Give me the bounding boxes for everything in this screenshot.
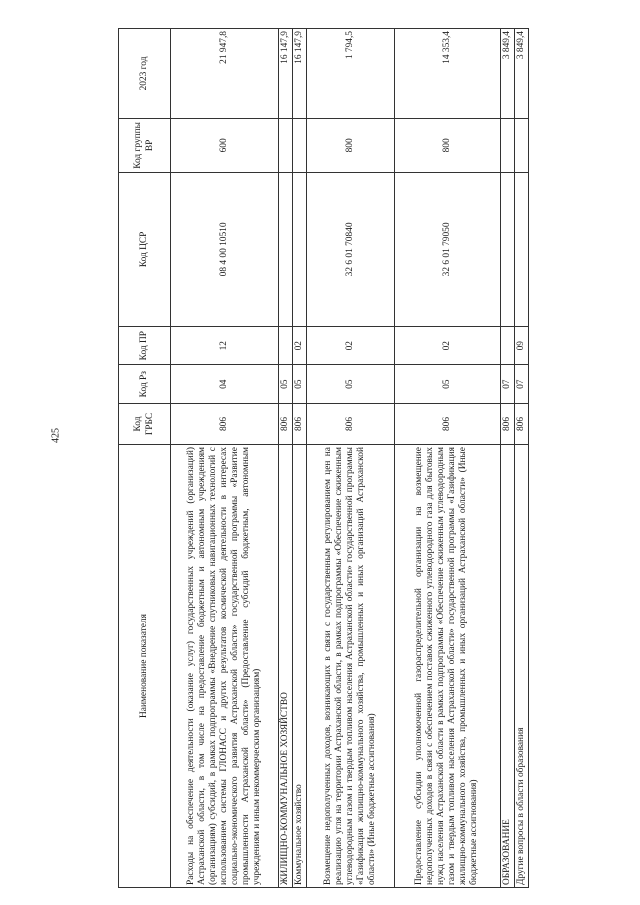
row-pr xyxy=(500,326,514,365)
table-row xyxy=(307,29,395,888)
row-value: 3 849,4 xyxy=(514,29,528,119)
row-pr: 09 xyxy=(514,326,528,365)
row-grbs: 806 xyxy=(394,403,500,444)
row-rz: 07 xyxy=(500,365,514,404)
row-csr xyxy=(514,172,528,326)
row-pr xyxy=(278,326,292,365)
row-grbs: 806 xyxy=(171,403,279,444)
header-name: Наименование показателя xyxy=(119,445,171,888)
row-rz: 05 xyxy=(307,365,395,404)
row-rz: 04 xyxy=(171,365,279,404)
budget-table xyxy=(118,28,529,888)
row-name: Предоставление субсидии уполномоченной газораспределительной организации на возмещение недополученных доходов в связи с обеспечением поставок сжиженного углеводородного газа для бытовых нужд населения Астраханской области в рамках подпрограммы «Обеспечение сжиженным углеводородным газом и твердым топливом населения Астраханской области» государственной программы «Газификация жилищно-коммунального хозяйства, промышленных и иных организаций Астраханской области» (Иные бюджетные ассигнования) xyxy=(394,445,500,888)
header-rz: Код Рз xyxy=(119,365,171,404)
header-grbs: Код ГРБС xyxy=(119,403,171,444)
row-vr: 600 xyxy=(171,118,279,172)
row-csr xyxy=(292,172,306,326)
table-row xyxy=(500,29,514,888)
row-name: Расходы на обеспечение деятельности (оказание услуг) государственных учреждений (организаций) Астраханской области, в том числе на предоставление бюджетным и автономным учреждениям (организациям) субсидий, в рамках подпрограммы «Внедрение спутниковых навигационных технологий с использованием системы ГЛОНАСС и других результатов космической деятельности в интересах социально-экономического развития Астраханской области» государственной программы «Развитие промышленности Астраханской области» (Предоставление субсидий бюджетным, автономным учреждениям и иным некоммерческим организациям) xyxy=(171,445,279,888)
table-row xyxy=(394,29,500,888)
row-vr xyxy=(500,118,514,172)
row-grbs: 806 xyxy=(307,403,395,444)
row-name: Коммунальное хозяйство xyxy=(292,445,306,888)
table-row xyxy=(171,29,279,888)
row-grbs: 806 xyxy=(500,403,514,444)
table-row xyxy=(292,29,306,888)
table-row xyxy=(278,29,292,888)
row-vr: 800 xyxy=(307,118,395,172)
table-header-row xyxy=(119,29,171,888)
row-pr: 02 xyxy=(394,326,500,365)
row-rz: 05 xyxy=(292,365,306,404)
header-csr: Код ЦСР xyxy=(119,172,171,326)
row-rz: 05 xyxy=(278,365,292,404)
row-csr xyxy=(500,172,514,326)
row-value: 14 353,4 xyxy=(394,29,500,119)
row-name: ЖИЛИЩНО-КОММУНАЛЬНОЕ ХОЗЯЙСТВО xyxy=(278,445,292,888)
row-vr xyxy=(278,118,292,172)
header-year: 2023 год xyxy=(119,29,171,119)
row-grbs: 806 xyxy=(292,403,306,444)
row-vr xyxy=(514,118,528,172)
row-csr xyxy=(278,172,292,326)
row-grbs: 806 xyxy=(278,403,292,444)
row-name: Другие вопросы в области образования xyxy=(514,445,528,888)
header-pr: Код ПР xyxy=(119,326,171,365)
row-csr: 08 4 00 10510 xyxy=(171,172,279,326)
row-value: 1 794,5 xyxy=(307,29,395,119)
row-grbs: 806 xyxy=(514,403,528,444)
row-csr: 32 6 01 70840 xyxy=(307,172,395,326)
row-pr: 02 xyxy=(292,326,306,365)
row-rz: 07 xyxy=(514,365,528,404)
row-value: 21 947,8 xyxy=(171,29,279,119)
table-row xyxy=(514,29,528,888)
page-number: 425 xyxy=(50,428,62,443)
header-vr: Код группы ВР xyxy=(119,118,171,172)
row-value: 3 849,4 xyxy=(500,29,514,119)
row-rz: 05 xyxy=(394,365,500,404)
row-name: Возмещение недополученных доходов, возникающих в связи с государственным регулированием цен на реализацию угля на территории Астраханской области, в рамках подпрограммы «Обеспечение сжиженным углеводородным газом и твердым топливом населения Астраханской области» государственной программы «Газификация жилищно-коммунального хозяйства, промышленных и иных организаций Астраханской области» (Иные бюджетные ассигнования) xyxy=(307,445,395,888)
row-vr: 800 xyxy=(394,118,500,172)
row-value: 16 147,9 xyxy=(292,29,306,119)
rotated-table-wrapper xyxy=(118,28,529,888)
row-pr: 02 xyxy=(307,326,395,365)
row-value: 16 147,9 xyxy=(278,29,292,119)
row-vr xyxy=(292,118,306,172)
row-name: ОБРАЗОВАНИЕ xyxy=(500,445,514,888)
row-csr: 32 6 01 79050 xyxy=(394,172,500,326)
row-pr: 12 xyxy=(171,326,279,365)
